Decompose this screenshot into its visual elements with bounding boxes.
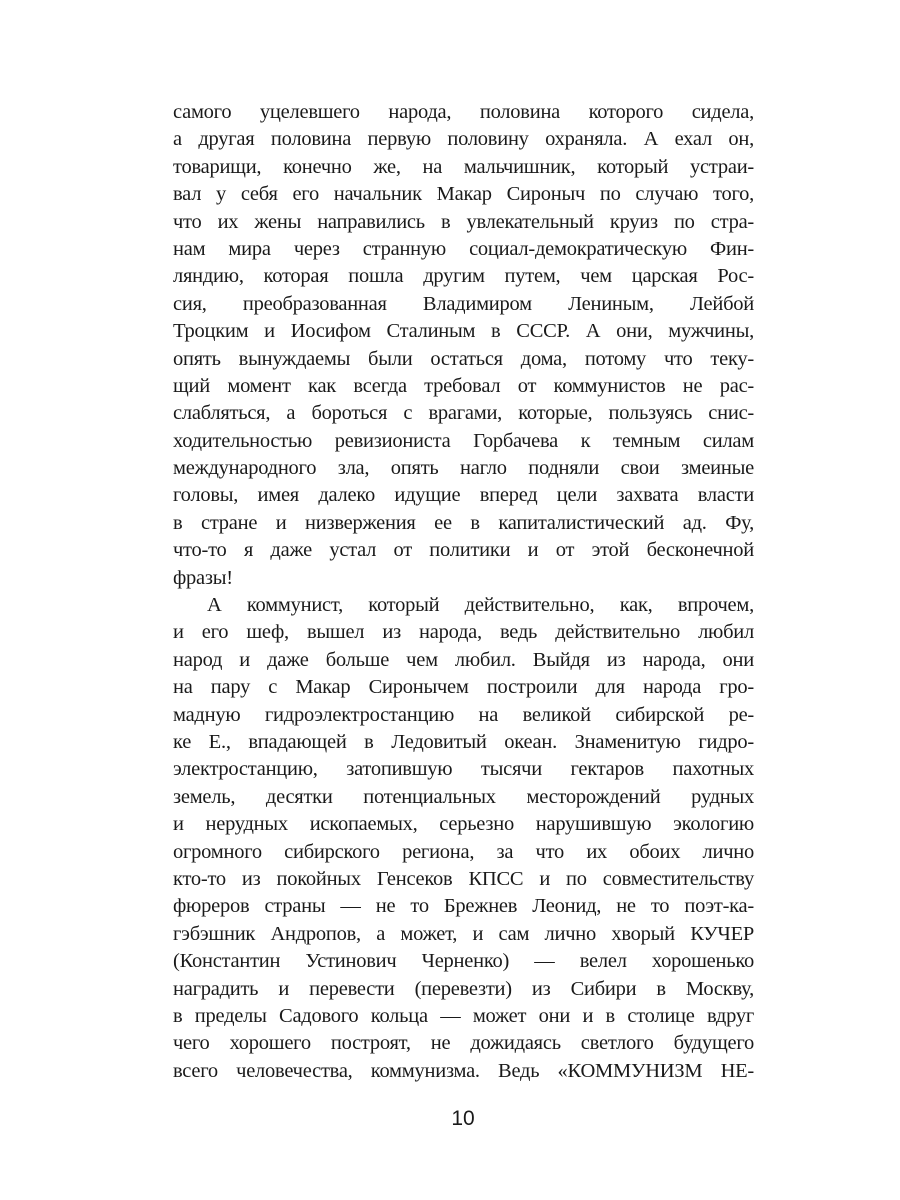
text-line: что-то я даже устал от политики и от этой бесконечной <box>173 539 754 562</box>
text-line: кто-то из покойных Генсеков КПСС и по совместительству <box>173 867 754 890</box>
text-line: в пределы Садового кольца — может они и в столице вдруг <box>173 1004 754 1027</box>
text-line: чего хорошего построят, не дожидаясь светлого будущего <box>173 1032 754 1055</box>
text-line: всего человечества, коммунизма. Ведь «КОММУНИЗМ НЕ- <box>173 1059 754 1082</box>
text-line: самого уцелевшего народа, половина которого сидела, <box>173 101 754 123</box>
text-line: товарищи, конечно же, на мальчишник, который устраи- <box>173 155 754 178</box>
text-line: А коммунист, который действительно, как, впрочем, <box>207 594 754 617</box>
text-line: головы, имея далеко идущие вперед цели захвата власти <box>173 484 754 507</box>
text-line: на пару с Макар Сиронычем построили для народа гро- <box>173 676 754 699</box>
text-line: народ и даже больше чем любил. Выйдя из народа, они <box>173 648 754 671</box>
text-line: гэбэшник Андропов, а может, и сам лично хворый КУЧЕР <box>173 922 754 945</box>
text-line: огромного сибирского региона, за что их обоих лично <box>173 840 754 863</box>
text-line: фюреров страны — не то Брежнев Леонид, не то поэт-ка- <box>173 895 754 918</box>
text-line: щий момент как всегда требовал от коммунистов не рас- <box>173 374 754 397</box>
text-line: что их жены направились в увлекательный круиз по стра- <box>173 210 754 233</box>
page-body-text <box>173 99 754 1085</box>
text-line: (Константин Устинович Черненко) — велел хорошенько <box>173 950 754 973</box>
page-number: 10 <box>451 1107 475 1130</box>
text-line: сия, преобразованная Владимиром Лениным, Лейбой <box>173 292 754 315</box>
text-line: ляндию, которая пошла другим путем, чем царская Рос- <box>173 265 754 288</box>
text-line: земель, десятки потенциальных месторождений рудных <box>173 785 754 808</box>
text-line: фразы! <box>173 566 233 589</box>
text-line: Троцким и Иосифом Сталиным в СССР. А они, мужчины, <box>173 320 754 343</box>
text-line: и нерудных ископаемых, серьезно нарушившую экологию <box>173 813 754 836</box>
text-line: ходительностью ревизиониста Горбачева к темным силам <box>173 429 754 452</box>
text-line: наградить и перевести (перевезти) из Сибири в Москву, <box>173 977 754 1000</box>
text-line: международного зла, опять нагло подняли свои змеиные <box>173 457 754 480</box>
text-line: а другая половина первую половину охраняла. А ехал он, <box>173 128 754 151</box>
text-line: нам мира через странную социал-демократическую Фин- <box>173 237 754 260</box>
paragraph <box>173 592 754 1085</box>
text-line: слабляться, а бороться с врагами, которые, пользуясь снис- <box>173 402 754 425</box>
text-line: и его шеф, вышел из народа, ведь действительно любил <box>173 621 754 644</box>
text-line: в стране и низвержения ее в капиталистический ад. Фу, <box>173 511 754 534</box>
text-line: электростанцию, затопившую тысячи гектаров пахотных <box>173 758 754 781</box>
text-line: вал у себя его начальник Макар Сироныч по случаю того, <box>173 183 754 206</box>
text-line: мадную гидроэлектростанцию на великой сибирской ре- <box>173 703 754 726</box>
paragraph <box>173 99 754 592</box>
text-line: опять вынуждаемы были остаться дома, потому что теку- <box>173 347 754 370</box>
text-line: ке Е., впадающей в Ледовитый океан. Знаменитую гидро- <box>173 730 754 753</box>
